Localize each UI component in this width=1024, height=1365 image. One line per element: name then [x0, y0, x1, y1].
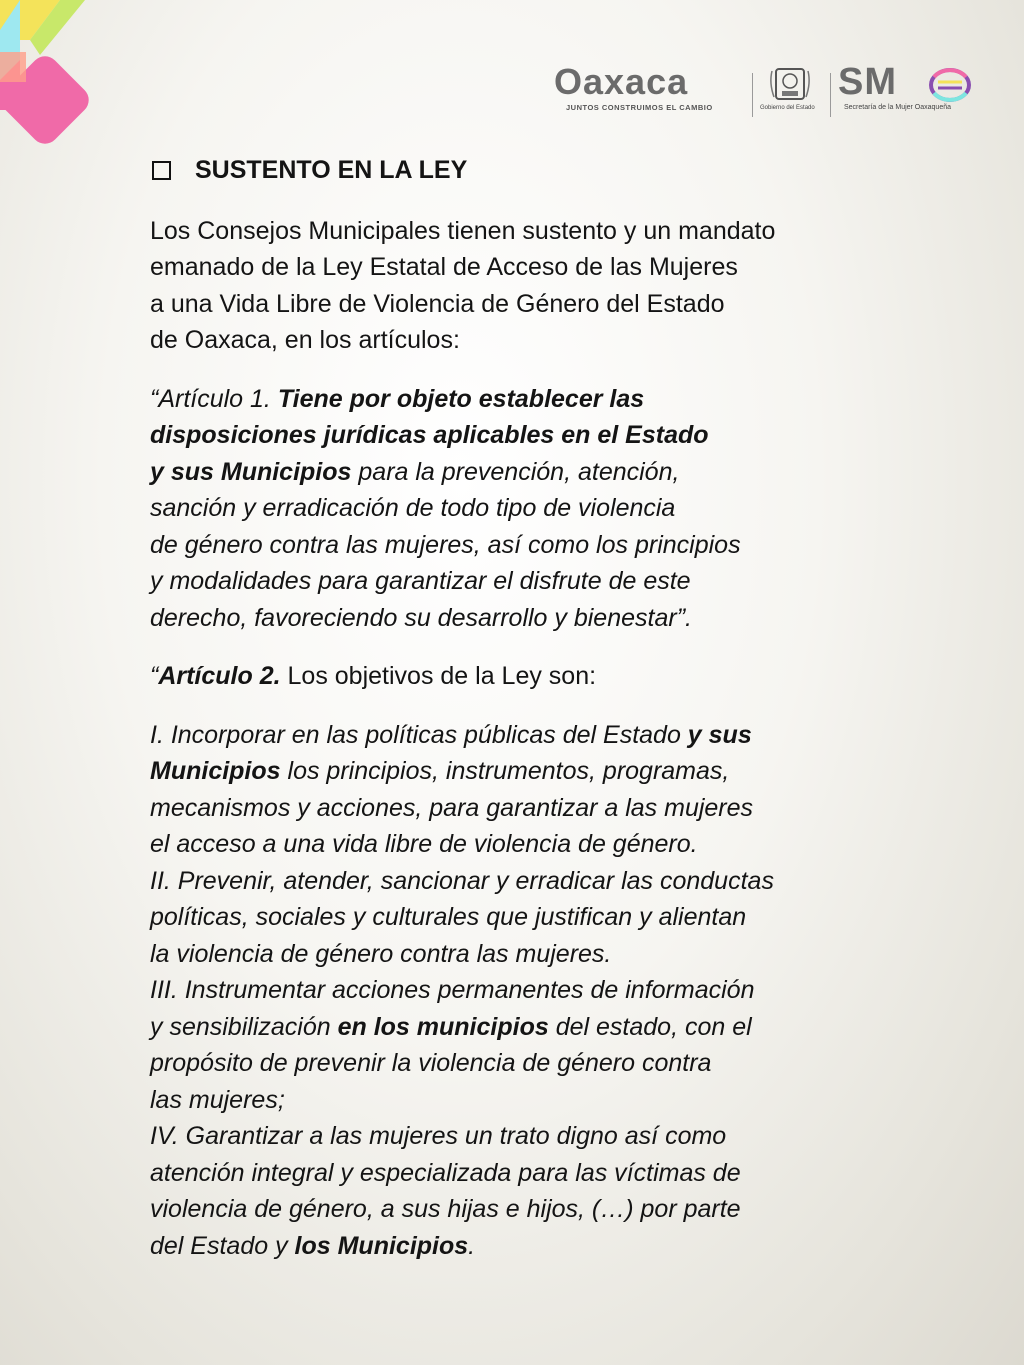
objective-bold-text: y sus	[687, 720, 752, 749]
article-2-label: Artículo 2.	[158, 662, 281, 690]
objective-text: los principios, instrumentos, programas,	[280, 757, 730, 785]
gobierno-label: Gobierno del Estado	[760, 105, 815, 111]
article-1-quote	[150, 381, 870, 637]
article-1-line	[150, 381, 870, 418]
article-1-bold-text: Tiene por objeto establecer las	[277, 384, 645, 413]
objectives-list	[150, 717, 870, 1265]
smo-ring-icon	[928, 67, 972, 103]
intro-line: de Oaxaca, en los artículos:	[150, 326, 460, 354]
article-1-line: y modalidades para garantizar el disfrute de este	[150, 567, 691, 595]
oaxaca-slogan: JUNTOS CONSTRUIMOS EL CAMBIO	[566, 103, 713, 112]
objective-line	[150, 1228, 870, 1265]
article-1-line: sanción y erradicación de todo tipo de violencia	[150, 494, 676, 522]
objective-text: I. Incorporar en las políticas públicas del Estado	[150, 720, 688, 749]
intro-line: emanado de la Ley Estatal de Acceso de las Mujeres	[150, 253, 738, 281]
intro-paragraph	[150, 213, 870, 359]
logo-separator	[752, 73, 753, 117]
oaxaca-logo-wordmark: Oaxaca	[554, 61, 689, 102]
coral-shape	[0, 52, 26, 82]
objective-line	[150, 717, 870, 754]
objective-line: propósito de prevenir la violencia de género contra	[150, 1049, 712, 1077]
objective-bold-text: los Municipios	[294, 1231, 469, 1260]
slide-content	[150, 152, 870, 1286]
objective-line: atención integral y especializada para las víctimas de	[150, 1158, 741, 1187]
section-heading: SUSTENTO EN LA LEY	[195, 156, 468, 184]
objective-text: del estado, con el	[548, 1012, 752, 1041]
smo-logo-wordmark: SM	[838, 61, 897, 103]
intro-line: a una Vida Libre de Violencia de Género del Estado	[150, 289, 725, 318]
checkbox-bullet-icon	[152, 161, 171, 180]
smo-label: Secretaría de la Mujer Oaxaqueña	[844, 104, 952, 111]
section-heading-row	[150, 152, 870, 189]
article-1-line	[150, 454, 870, 491]
objective-line: IV. Garantizar a las mujeres un trato digno así como	[150, 1122, 727, 1150]
intro-line: Los Consejos Municipales tienen sustento y un mandato	[150, 216, 776, 245]
objective-text: .	[468, 1231, 476, 1260]
objective-line	[150, 753, 870, 790]
article-2-heading	[150, 658, 870, 695]
objective-line: la violencia de género contra las mujeres.	[150, 939, 612, 968]
objective-text: del Estado y	[150, 1231, 295, 1260]
objective-line: III. Instrumentar acciones permanentes de información	[150, 976, 755, 1004]
state-seal-icon	[766, 63, 814, 105]
article-1-bold-text: y sus Municipios	[150, 457, 352, 486]
article-1-line: disposiciones jurídicas aplicables en el Estado	[150, 421, 709, 449]
article-1-line: de género contra las mujeres, así como los principios	[150, 530, 741, 559]
article-1-label: “Artículo 1.	[150, 384, 278, 413]
objective-line: políticas, sociales y culturales que justifican y alientan	[150, 903, 747, 931]
article-1-line: derecho, favoreciendo su desarrollo y bienestar”.	[150, 603, 692, 632]
objective-bold-text: Municipios	[150, 757, 281, 785]
logo-separator	[830, 73, 831, 117]
article-1-text: para la prevención, atención,	[351, 457, 680, 486]
objective-line: las mujeres;	[150, 1085, 285, 1114]
article-2-quote-mark: “	[150, 662, 159, 690]
header-logos	[548, 55, 978, 125]
objective-line: violencia de género, a sus hijas e hijos, (…) por parte	[150, 1195, 741, 1223]
objective-line	[150, 1009, 870, 1046]
objective-line: el acceso a una vida libre de violencia de género.	[150, 830, 698, 858]
article-2-text: Los objetivos de la Ley son:	[280, 662, 597, 690]
objective-line: II. Prevenir, atender, sancionar y erradicar las conductas	[150, 866, 774, 895]
objective-line: mecanismos y acciones, para garantizar a las mujeres	[150, 793, 754, 822]
objective-text: y sensibilización	[150, 1012, 338, 1041]
decorative-corner-shapes	[0, 0, 120, 180]
objective-bold-text: en los municipios	[337, 1012, 549, 1041]
